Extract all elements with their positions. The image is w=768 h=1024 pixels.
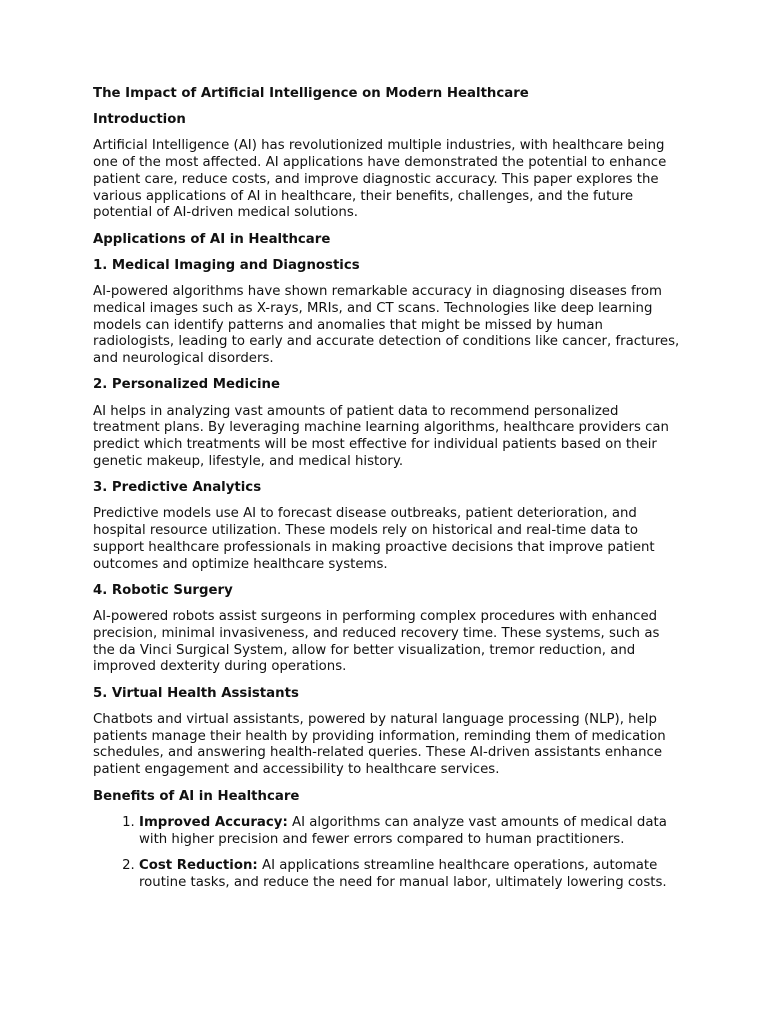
list-item (139, 815, 681, 848)
section-paragraph-virtual: Chatbots and virtual assistants, powered by natural language processing (NLP), help patients manage their health by providing information, reminding them of medication schedules, and answering health-related queries. These AI-driven assistants enhance patient engagement and accessibility to healthcare services. (93, 712, 666, 778)
section-heading-virtual: 5. Virtual Health Assistants (93, 685, 299, 701)
section-heading-predictive: 3. Predictive Analytics (93, 480, 262, 496)
benefit-label: Improved Accuracy: (139, 814, 288, 830)
section-paragraph-predictive: Predictive models use AI to forecast disease outbreaks, patient deterioration, and hospital resource utilization. These models rely on historical and real-time data to support healthcare professionals in making proactive decisions that improve patient outcomes and optimize healthcare systems. (93, 506, 655, 572)
benefit-text: AI applications streamline healthcare operations, automate routine tasks, and reduce the need for manual labor, ultimately lowering costs. (139, 858, 667, 890)
section-paragraph-robotic: AI-powered robots assist surgeons in performing complex procedures with enhanced precision, minimal invasiveness, and reduced recovery time. These systems, such as the da Vinci Surgical System, allow for better visualization, tremor reduction, and improved dexterity during operations. (93, 609, 660, 675)
section-heading-personalized: 2. Personalized Medicine (93, 377, 281, 393)
benefits-list (93, 815, 681, 892)
applications-heading: Applications of AI in Healthcare (93, 231, 331, 247)
document-title: The Impact of Artificial Intelligence on Modern Healthcare (93, 86, 529, 101)
section-heading-imaging: 1. Medical Imaging and Diagnostics (93, 257, 360, 273)
document-page (93, 86, 681, 901)
benefit-label: Cost Reduction: (139, 858, 258, 874)
intro-heading: Introduction (93, 112, 186, 128)
section-heading-robotic: 4. Robotic Surgery (93, 583, 233, 599)
benefits-heading: Benefits of AI in Healthcare (93, 788, 300, 804)
list-item (139, 858, 681, 891)
section-paragraph-imaging: AI-powered algorithms have shown remarkable accuracy in diagnosing diseases from medical images such as X-rays, MRIs, and CT scans. Technologies like deep learning models can identify patterns and anomalies that might be missed by human radiologists, leading to early and accurate detection of conditions like cancer, fractures, and neurological disorders. (93, 284, 680, 366)
section-paragraph-personalized: AI helps in analyzing vast amounts of patient data to recommend personalized treatment plans. By leveraging machine learning algorithms, healthcare providers can predict which treatments will be most effective for individual patients based on their genetic makeup, lifestyle, and medical history. (93, 403, 669, 469)
intro-paragraph: Artificial Intelligence (AI) has revolutionized multiple industries, with healthcare being one of the most affected. AI applications have demonstrated the potential to enhance patient care, reduce costs, and improve diagnostic accuracy. This paper explores the various applications of AI in healthcare, their benefits, challenges, and the future potential of AI-driven medical solutions. (93, 138, 667, 221)
benefit-text: AI algorithms can analyze vast amounts of medical data with higher precision and fewer errors compared to human practitioners. (139, 814, 667, 847)
